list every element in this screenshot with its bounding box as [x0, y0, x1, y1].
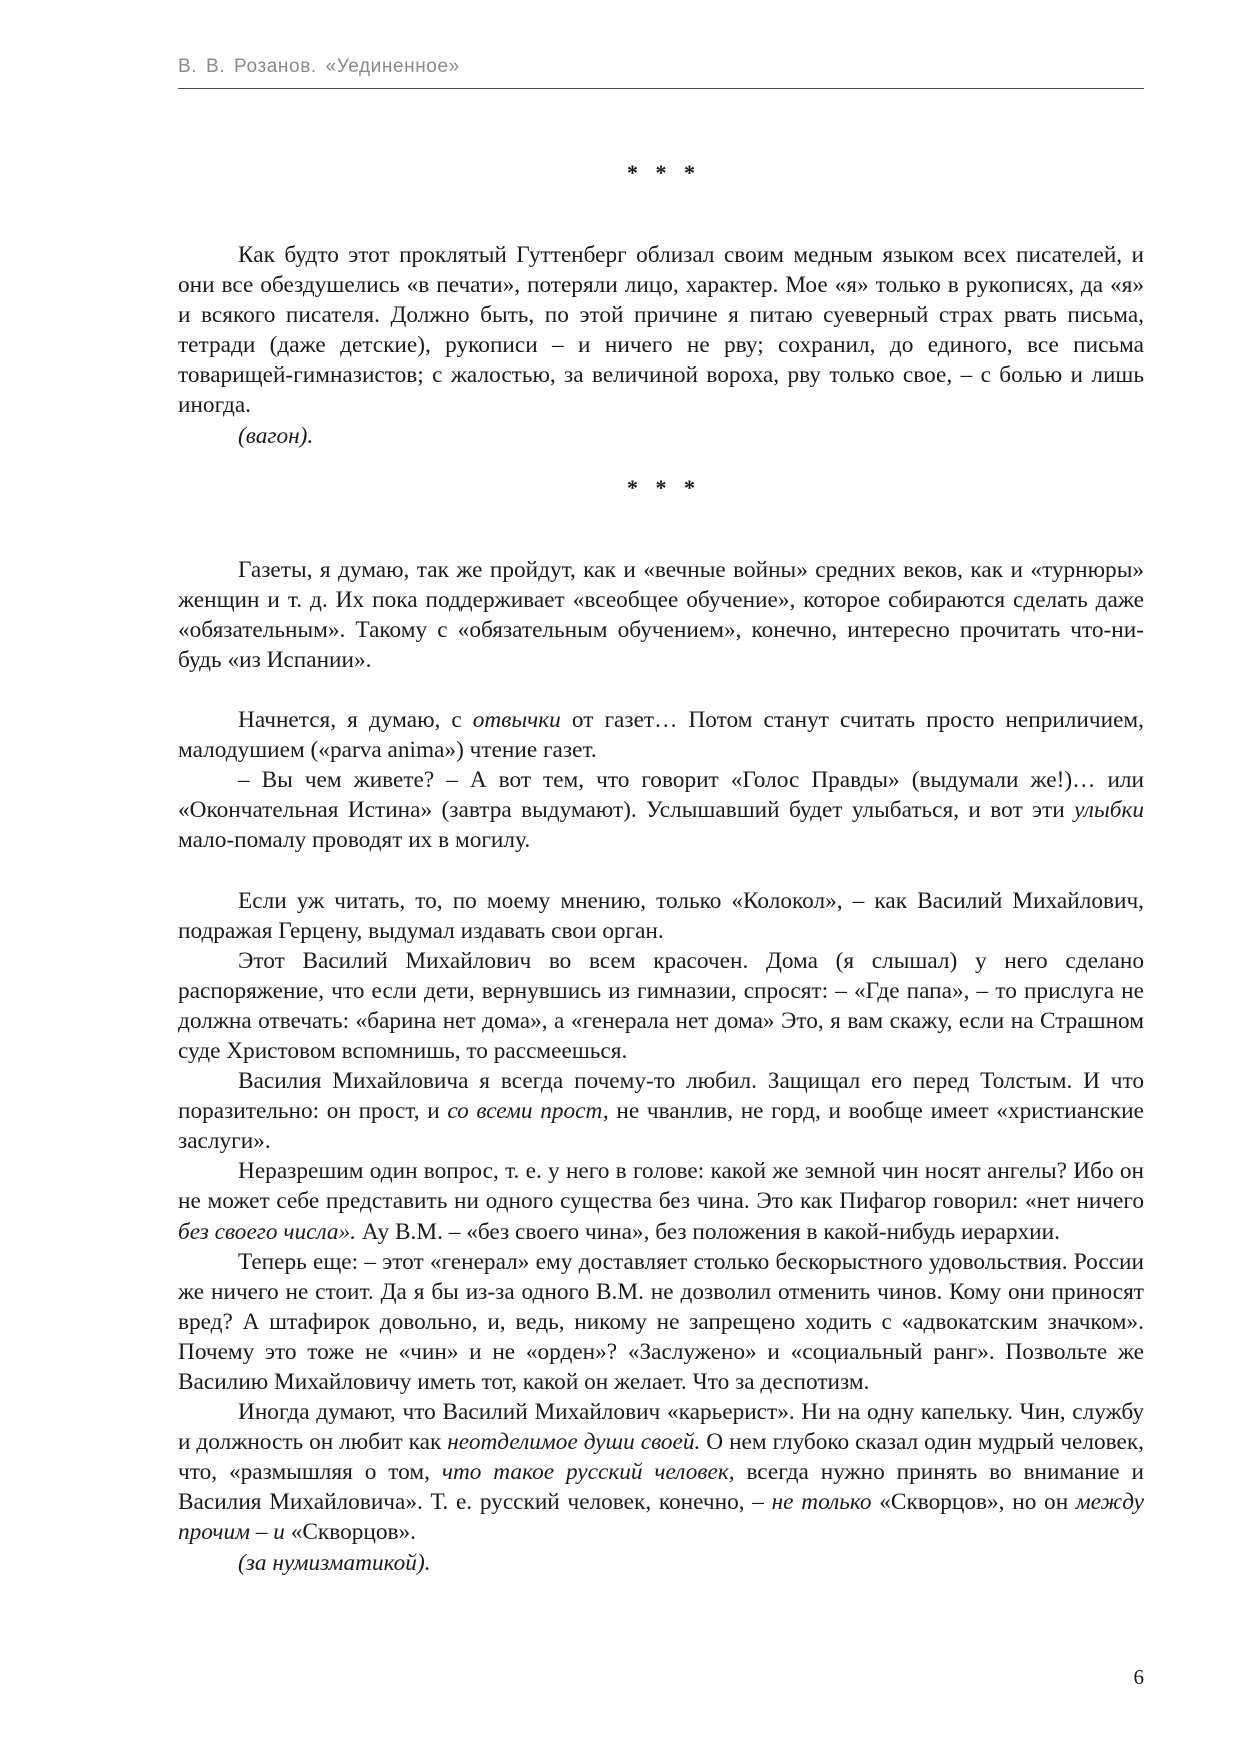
page-number: 6 [1133, 1665, 1144, 1689]
paragraph: Газеты, я думаю, так же пройдут, как и «вечные войны» средних веков, как и «турнюры» женщин и т. д. Их пока поддерживает «всеобщее обучение», которое собираются сделать даже «обязательным». Такому с «обязательным обучением», конечно, интересно прочитать что-ни-будь «из Испании». [178, 556, 1144, 673]
header-rule [178, 88, 1144, 89]
italic-phrase: – не только [752, 1489, 872, 1516]
text-body [178, 158, 1144, 1578]
italic-phrase: отвычки [472, 707, 561, 734]
paragraph: Иногда думают, что Василий Михайлович «карьерист». Ни на одну капельку. Чин, службу и должность он любит как неотделимое души своей. О нем глубоко сказал один мудрый человек, что, «размышляя о том, что такое русский человек, всегда нужно принять во внимание и Василия Михайловича». Т. е. русский человек, конечно, – не только «Скворцов», но он между прочим – и «Скворцов». [178, 1399, 1145, 1546]
section-separator: * * * [627, 160, 701, 185]
paragraph: – Вы чем живете? – А вот тем, что говорит «Голос Правды» (выдумали же!)… или «Окончательная Истина» (завтра выдумают). Услышавший будет улыбаться, и вот эти улыбки мало-помалу проводят их в могилу. [178, 767, 1144, 854]
italic-phrase: неотделимое души своей. [447, 1429, 701, 1456]
paragraph: Начнется, я думаю, с отвычки от газет… Потом станут считать просто неприличием, малодушием («parva anima») чтение газет. [178, 707, 1144, 764]
section-separator: * * * [627, 474, 701, 500]
place-note: (вагон). [238, 422, 314, 449]
paragraph: Если уж читать, то, по моему мнению, только «Колокол», – как Василий Михайлович, подражая Герцену, выдумал издавать свои орган. [178, 887, 1144, 944]
paragraph: Этот Василий Михайлович во всем красочен. Дома (я слышал) у него сделано распоряжение, что если дети, вернувшись из гимназии, спросят: – «Где папа», – то прислуга не должна отвечать: «барина нет дома», а «генерала нет дома» Это, я вам скажу, если на Страшном суде Христовом вспомнишь, то рассмеешься. [178, 947, 1144, 1064]
italic-phrase: что такое русский человек, [441, 1459, 735, 1486]
italic-phrase: без своего числа». [178, 1218, 357, 1245]
italic-phrase: улыбки [1074, 797, 1144, 824]
italic-phrase: между прочим – и [178, 1489, 1145, 1546]
paragraph: Теперь еще: – этот «генерал» ему доставляет столько бескорыстного удовольствия. России же ничего не стоит. Да я бы из-за одного В.М. не дозволил отменить чинов. Кому они приносят вред? А штафирок довольно, и, ведь, никому не запрещено ходить с «адвокатским значком». Почему это тоже не «чин» и не «орден»? «Заслужено» и «социальный ранг». Позвольте же Василию Михайловичу иметь тот, какой он желает. Что за деспотизм. [178, 1248, 1144, 1395]
italic-phrase: со всеми прост, [447, 1098, 609, 1125]
paragraph: Василия Михайловича я всегда почему-то любил. Защищал его перед Толстым. И что поразительно: он прост, и со всеми прост, не чванлив, не горд, и вообще имеет «христианские заслуги». [178, 1068, 1144, 1155]
paragraph: Как будто этот проклятый Гуттенберг облизал своим медным языком всех писателей, и они все обездушелись «в печати», потеряли лицо, характер. Мое «я» только в рукописях, да «я» и всякого писателя. Должно быть, по этой причине я питаю суеверный страх рвать письма, тетради (даже детские), рукописи – и ничего не рву; сохранил, до единого, все письма товарищей-гимназистов; с жалостью, за величиной вороха, рву только свое, – с болью и лишь иногда. [178, 242, 1144, 419]
running-title: В. В. Розанов. «Уединенное» [178, 56, 460, 77]
place-note: (за нумизматикой). [238, 1549, 431, 1576]
paragraph: Неразрешим один вопрос, т. е. у него в голове: какой же земной чин носят ангелы? Ибо он не может себе представить ни одного существа без чина. Это как Пифагор говорил: «нет ничего без своего числа». Ау В.М. – «без своего чина», без положения в какой-нибудь иерархии. [178, 1158, 1144, 1245]
